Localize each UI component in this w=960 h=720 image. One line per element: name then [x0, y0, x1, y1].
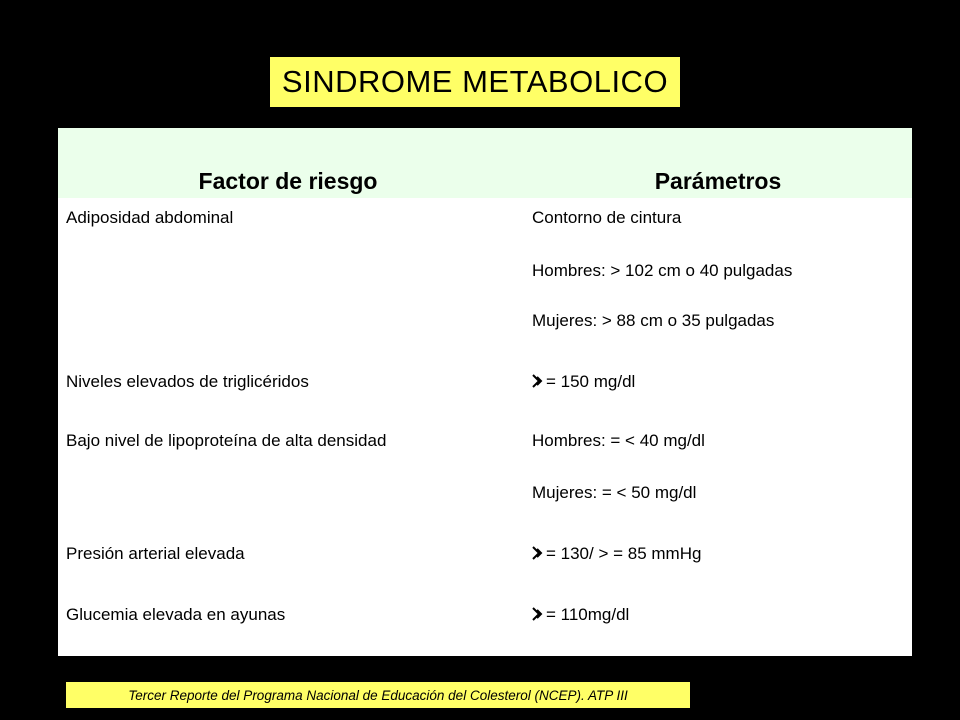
page-title-text: SINDROME METABOLICO: [281, 64, 669, 99]
page-title: [270, 57, 680, 107]
row-param-with-bullet: [532, 544, 701, 564]
header-parameters: Parámetros: [654, 168, 782, 194]
risk-factor-table: [58, 128, 912, 656]
footer-text: Tercer Reporte del Programa Nacional de Educación del Colesterol (NCEP). ATP III: [128, 687, 628, 703]
row-param-text: = 130/ > = 85 mmHg: [546, 544, 702, 563]
arrow-bullet-icon: [532, 545, 546, 565]
row-param: Mujeres: > 88 cm o 35 pulgadas: [532, 311, 775, 330]
row-factor: Adiposidad abdominal: [66, 208, 234, 227]
row-param: Mujeres: = < 50 mg/dl: [532, 483, 697, 502]
row-param: Hombres: = < 40 mg/dl: [532, 431, 705, 450]
row-param: Contorno de cintura: [532, 208, 682, 227]
row-factor: Bajo nivel de lipoproteína de alta densidad: [66, 431, 387, 450]
header-factor: Factor de riesgo: [198, 168, 378, 194]
row-factor: Niveles elevados de triglicéridos: [66, 372, 309, 391]
row-param-with-bullet: [532, 372, 635, 392]
row-factor: Presión arterial elevada: [66, 544, 245, 563]
row-param-with-bullet: [532, 605, 629, 625]
row-param-text: = 150 mg/dl: [546, 372, 636, 391]
arrow-bullet-icon: [532, 373, 546, 393]
table-header: [58, 128, 912, 198]
row-factor: Glucemia elevada en ayunas: [66, 605, 286, 624]
row-param: Hombres: > 102 cm o 40 pulgadas: [532, 261, 793, 280]
source-footer: [66, 682, 690, 708]
arrow-bullet-icon: [532, 606, 546, 626]
row-param-text: = 110mg/dl: [546, 605, 630, 624]
